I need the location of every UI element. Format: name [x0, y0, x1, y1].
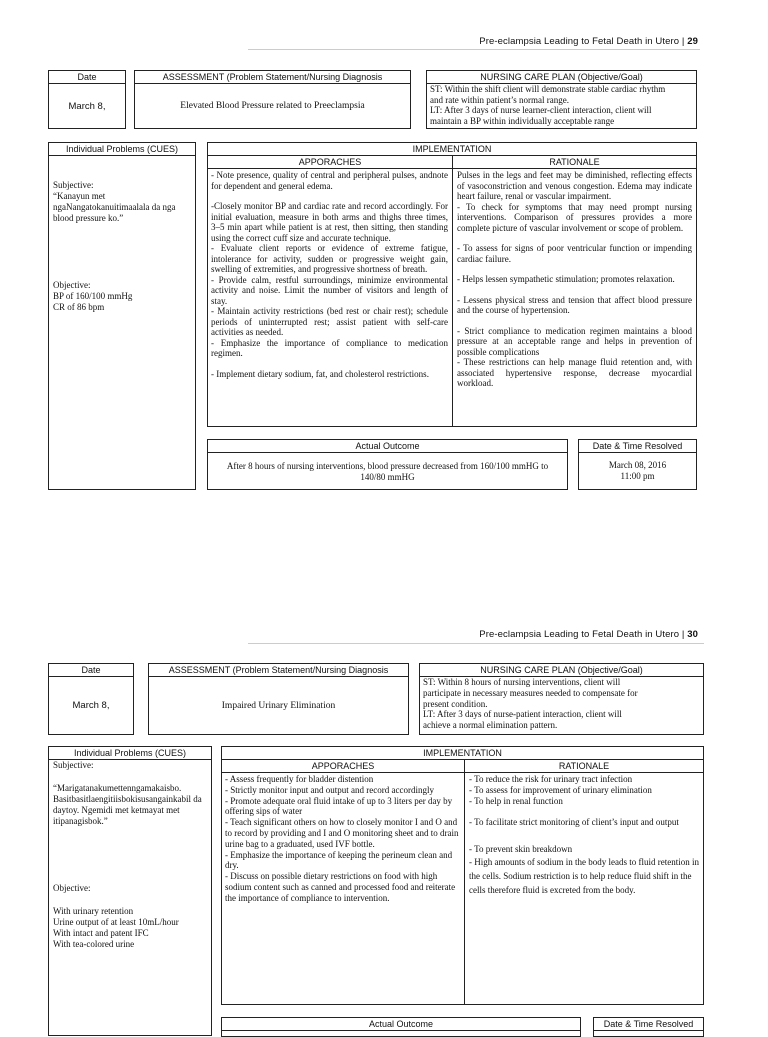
implementation-box — [207, 142, 697, 427]
approach-item: - Emphasize the importance of compliance to medication regimen. — [211, 337, 448, 358]
implementation-header: IMPLEMENTATION — [208, 143, 696, 156]
assessment-box — [134, 70, 411, 129]
objective-section — [53, 883, 209, 950]
rationale-item: - To help in renal function — [469, 795, 563, 806]
resolved-box — [593, 1017, 704, 1037]
approaches-header: APPORACHES — [222, 760, 464, 773]
approaches-header: APPORACHES — [208, 156, 452, 169]
subjective-label: Subjective: — [53, 760, 94, 770]
rationale-item: - These restrictions can help manage fluid retention and, with associated hypertensive response, decrease myocardial workload. — [457, 357, 692, 388]
date-box — [48, 70, 126, 129]
plan-line: LT: After 3 days of nurse-patient interaction, client will — [423, 709, 622, 720]
plan-header: NURSING CARE PLAN (Objective/Goal) — [427, 71, 696, 84]
rationale-item: - Strict compliance to medication regimen maintains a blood pressure at an acceptable range and helps in prevention of possible complications — [457, 325, 692, 357]
header-rule — [248, 643, 704, 644]
outcome-header: Actual Outcome — [222, 1018, 580, 1031]
resolved-header: Date & Time Resolved — [594, 1018, 703, 1031]
plan-box — [426, 70, 697, 129]
approaches-column — [211, 170, 448, 379]
resolved-box — [578, 439, 697, 490]
running-head: Pre-eclampsia Leading to Fetal Death in Utero | 29 — [479, 36, 698, 47]
date-header: Date — [49, 71, 125, 84]
plan-line: and rate within patient’s normal range. — [430, 94, 569, 105]
plan-line: maintain a BP within individually acceptable range — [430, 115, 615, 126]
date-value: March 8, — [72, 700, 110, 711]
objective-item: CR of 86 bpm — [53, 302, 105, 312]
date-value: March 8, — [68, 100, 106, 112]
approaches-column — [225, 774, 461, 904]
objective-section — [53, 280, 191, 313]
objective-item: With tea-colored urine — [53, 939, 135, 949]
date-header: Date — [49, 664, 133, 677]
outcome-box — [221, 1017, 581, 1037]
page-number: 29 — [687, 36, 698, 47]
column-divider — [464, 760, 465, 1004]
running-head-title: Pre-eclampsia Leading to Fetal Death in Utero — [479, 36, 680, 47]
subjective-quote: “Kanayun met ngaNangatokanuitimaalala da nga blood pressure ko.” — [53, 191, 176, 223]
outcome-header: Actual Outcome — [208, 440, 567, 453]
plan-line: LT: After 3 days of nurse learner-client interaction, client will — [430, 105, 652, 115]
approach-item: -Closely monitor BP and cardiac rate and record accordingly. For initial evaluation, measure in both arms and thighs three times, 3–5 min apart while patient is at rest, then sitting, then standing using the correct cuff size and accurate technique. — [211, 201, 448, 243]
rationale-column — [469, 774, 701, 897]
assessment-header: ASSESSMENT (Problem Statement/Nursing Diagnosis — [135, 71, 410, 84]
column-divider — [452, 156, 453, 426]
rationale-header: RATIONALE — [453, 156, 696, 169]
rationale-item: - To assess for improvement of urinary elimination — [469, 784, 652, 795]
plan-box — [419, 663, 704, 735]
objective-item: With intact and patent IFC — [53, 928, 149, 938]
cues-box — [48, 746, 212, 1036]
implementation-box — [221, 746, 704, 1005]
objective-item: With urinary retention — [53, 906, 134, 916]
resolved-date: March 08, 2016 — [608, 460, 667, 470]
assessment-value: Impaired Urinary Elimination — [221, 700, 336, 711]
resolved-header: Date & Time Resolved — [579, 440, 696, 453]
rationale-item: - To assess for signs of poor ventricular function or impending cardiac failure. — [457, 243, 692, 264]
implementation-header: IMPLEMENTATION — [222, 747, 703, 760]
subjective-quote: “Marigatanakumettenngamakaisbo. Basitbasitlaengitiisbokisusangainkabil da daytoy. Ngemidi met ketmayat met itipanagisbok.” — [53, 783, 202, 826]
outcome-value: After 8 hours of nursing interventions, blood pressure decreased from 160/100 mmHG to 140/80 mmHG — [226, 460, 549, 482]
assessment-header: ASSESSMENT (Problem Statement/Nursing Diagnosis — [149, 664, 408, 677]
cues-header: Individual Problems (CUES) — [49, 143, 195, 156]
plan-line: achieve a normal elimination pattern. — [423, 720, 558, 731]
plan-line: present condition. — [423, 698, 488, 709]
plan-line: ST: Within 8 hours of nursing interventions, client will — [423, 677, 621, 687]
objective-label: Objective: — [53, 280, 91, 290]
rationale-item: - To reduce the risk for urinary tract infection — [469, 774, 633, 784]
approach-item: - Evaluate client reports or evidence of extreme fatigue, intolerance for activity, sudden or progressive weight gain, swelling of extremities, and progressive shortness of breath. — [211, 243, 448, 274]
approach-item: - Provide calm, restful surroundings, minimize environmental activity and noise. Limit the number of visitors and length of stay. — [211, 274, 448, 306]
rationale-item: - Lessens physical stress and tension that affect blood pressure and the course of hypertension. — [457, 294, 692, 315]
rationale-item: - Helps lessen sympathetic stimulation; promotes relaxation. — [457, 274, 675, 284]
subjective-section — [53, 180, 191, 224]
approach-item: - Maintain activity restrictions (bed rest or chair rest); schedule periods of uninterrupted rest; assist patient with self-care activities as needed. — [211, 306, 448, 337]
rationale-item: - To check for symptoms that may need prompt nursing interventions. Comparison of pressures provides a more complete picture of vascular involvement or scope of problem. — [457, 201, 692, 233]
subjective-label: Subjective: — [53, 180, 94, 190]
plan-line: ST: Within the shift client will demonstrate stable cardiac rhythm — [430, 84, 666, 94]
running-head-title: Pre-eclampsia Leading to Fetal Death in Utero — [479, 629, 680, 640]
rationale-item: - To prevent skin breakdown — [469, 844, 573, 855]
approach-item: - Promote adequate oral fluid intake of up to 3 liters per day by offering sips of water — [225, 795, 453, 817]
rationale-item: Pulses in the legs and feet may be diminished, reflecting effects of vasoconstriction and venous congestion. Edema may indicate heart failure, renal or vascular impairment. — [457, 170, 692, 201]
plan-header: NURSING CARE PLAN (Objective/Goal) — [420, 664, 703, 677]
rationale-item: - To facilitate strict monitoring of client’s input and output — [469, 817, 679, 828]
approach-item: - Emphasize the importance of keeping the perineum clean and dry. — [225, 849, 453, 871]
cues-box — [48, 142, 196, 490]
rationale-header: RATIONALE — [465, 760, 703, 773]
approach-item: - Note presence, quality of central and peripheral pulses, andnote for dependent and general edema. — [211, 170, 448, 191]
resolved-value — [579, 460, 696, 482]
page-number: 30 — [687, 629, 698, 640]
running-head: Pre-eclampsia Leading to Fetal Death in Utero | 30 — [479, 629, 698, 640]
rationale-item: - High amounts of sodium in the body leads to fluid retention in the cells. Sodium restriction is to help reduce fluid shift in the cells therefore fluid is excreted from the body. — [469, 856, 699, 895]
plan-text — [423, 677, 702, 731]
assessment-box — [148, 663, 409, 735]
resolved-time: 11:00 pm — [620, 471, 655, 481]
assessment-value: Elevated Blood Pressure related to Preeclampsia — [180, 101, 365, 111]
cues-header: Individual Problems (CUES) — [49, 747, 211, 760]
date-box — [48, 663, 134, 735]
subjective-section — [53, 760, 209, 827]
plan-line: participate in necessary measures needed to compensate for — [423, 687, 638, 698]
rationale-column — [457, 170, 692, 389]
approach-item: - Strictly monitor input and output and record accordingly — [225, 784, 434, 795]
objective-item: Urine output of at least 10mL/hour — [53, 917, 179, 927]
approach-item: - Teach significant others on how to closely monitor I and O and to record by providing and I and O monitoring sheet and to drain urine bag to a graduated, used IVF bottle. — [225, 817, 459, 849]
outcome-box — [207, 439, 568, 490]
objective-label: Objective: — [53, 883, 91, 893]
plan-text — [430, 84, 695, 126]
approach-item: - Discuss on possible dietary restrictions on food with high sodium content such as canned and processed food and reiterate the importance of compliance to intervention. — [225, 871, 456, 903]
header-rule — [248, 49, 700, 50]
approach-item: - Implement dietary sodium, fat, and cholesterol restrictions. — [211, 368, 429, 379]
objective-item: BP of 160/100 mmHg — [53, 291, 133, 301]
approach-item: - Assess frequently for bladder distention — [225, 774, 374, 784]
